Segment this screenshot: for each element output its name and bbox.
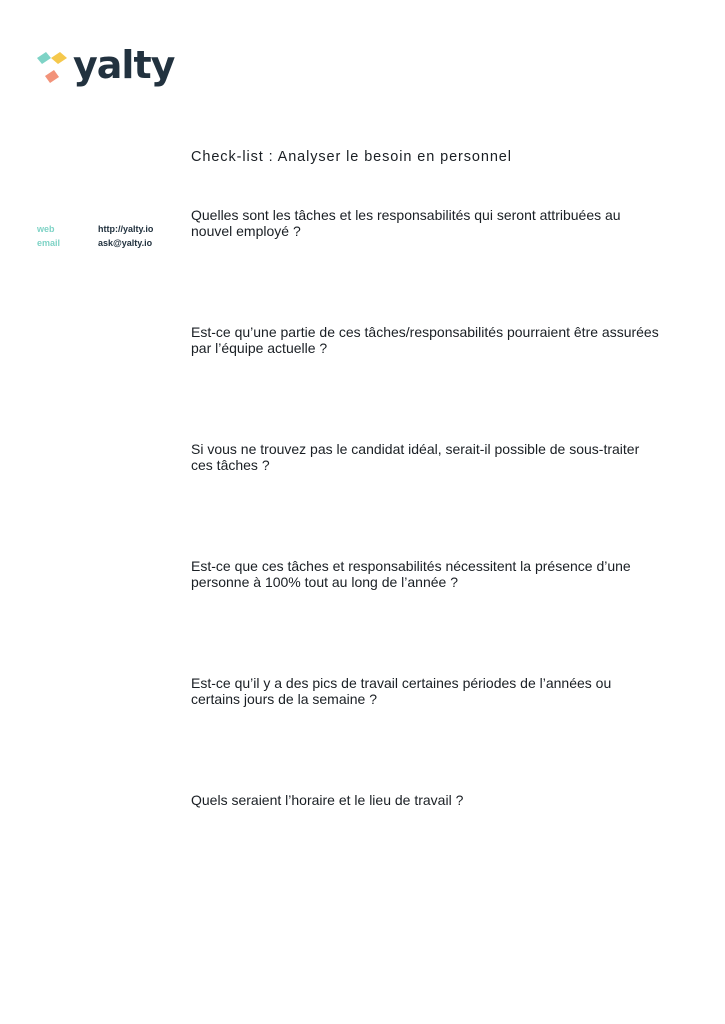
question-6: Quels seraient l’horaire et le lieu de travail ? (191, 792, 464, 808)
question-2: Est-ce qu’une partie de ces tâches/responsabilités pourraient être assurées par l’équipe actuelle ? (191, 324, 659, 356)
page-title: Check-list : Analyser le besoin en personnel (191, 149, 512, 165)
web-label: web (37, 224, 55, 234)
web-link[interactable]: http://yalty.io (98, 224, 154, 234)
question-4: Est-ce que ces tâches et responsabilités nécessitent la présence d’une personne à 100% tout au long de l’année ? (191, 558, 631, 590)
yalty-logo (37, 43, 175, 87)
contact-web-row (37, 222, 153, 236)
question-1: Quelles sont les tâches et les responsabilités qui seront attribuées au nouvel employé ? (191, 207, 621, 239)
brand-name: yalty (73, 43, 175, 87)
contact-email-row (37, 236, 153, 250)
yalty-logo-mark-icon (37, 50, 69, 86)
question-5: Est-ce qu’il y a des pics de travail certaines périodes de l’années ou certains jours de la semaine ? (191, 675, 612, 707)
contact-info (37, 222, 153, 250)
email-link[interactable]: ask@yalty.io (98, 238, 153, 248)
email-label: email (37, 238, 61, 248)
question-3: Si vous ne trouvez pas le candidat idéal, serait-il possible de sous-traiter ces tâches ? (191, 441, 640, 473)
